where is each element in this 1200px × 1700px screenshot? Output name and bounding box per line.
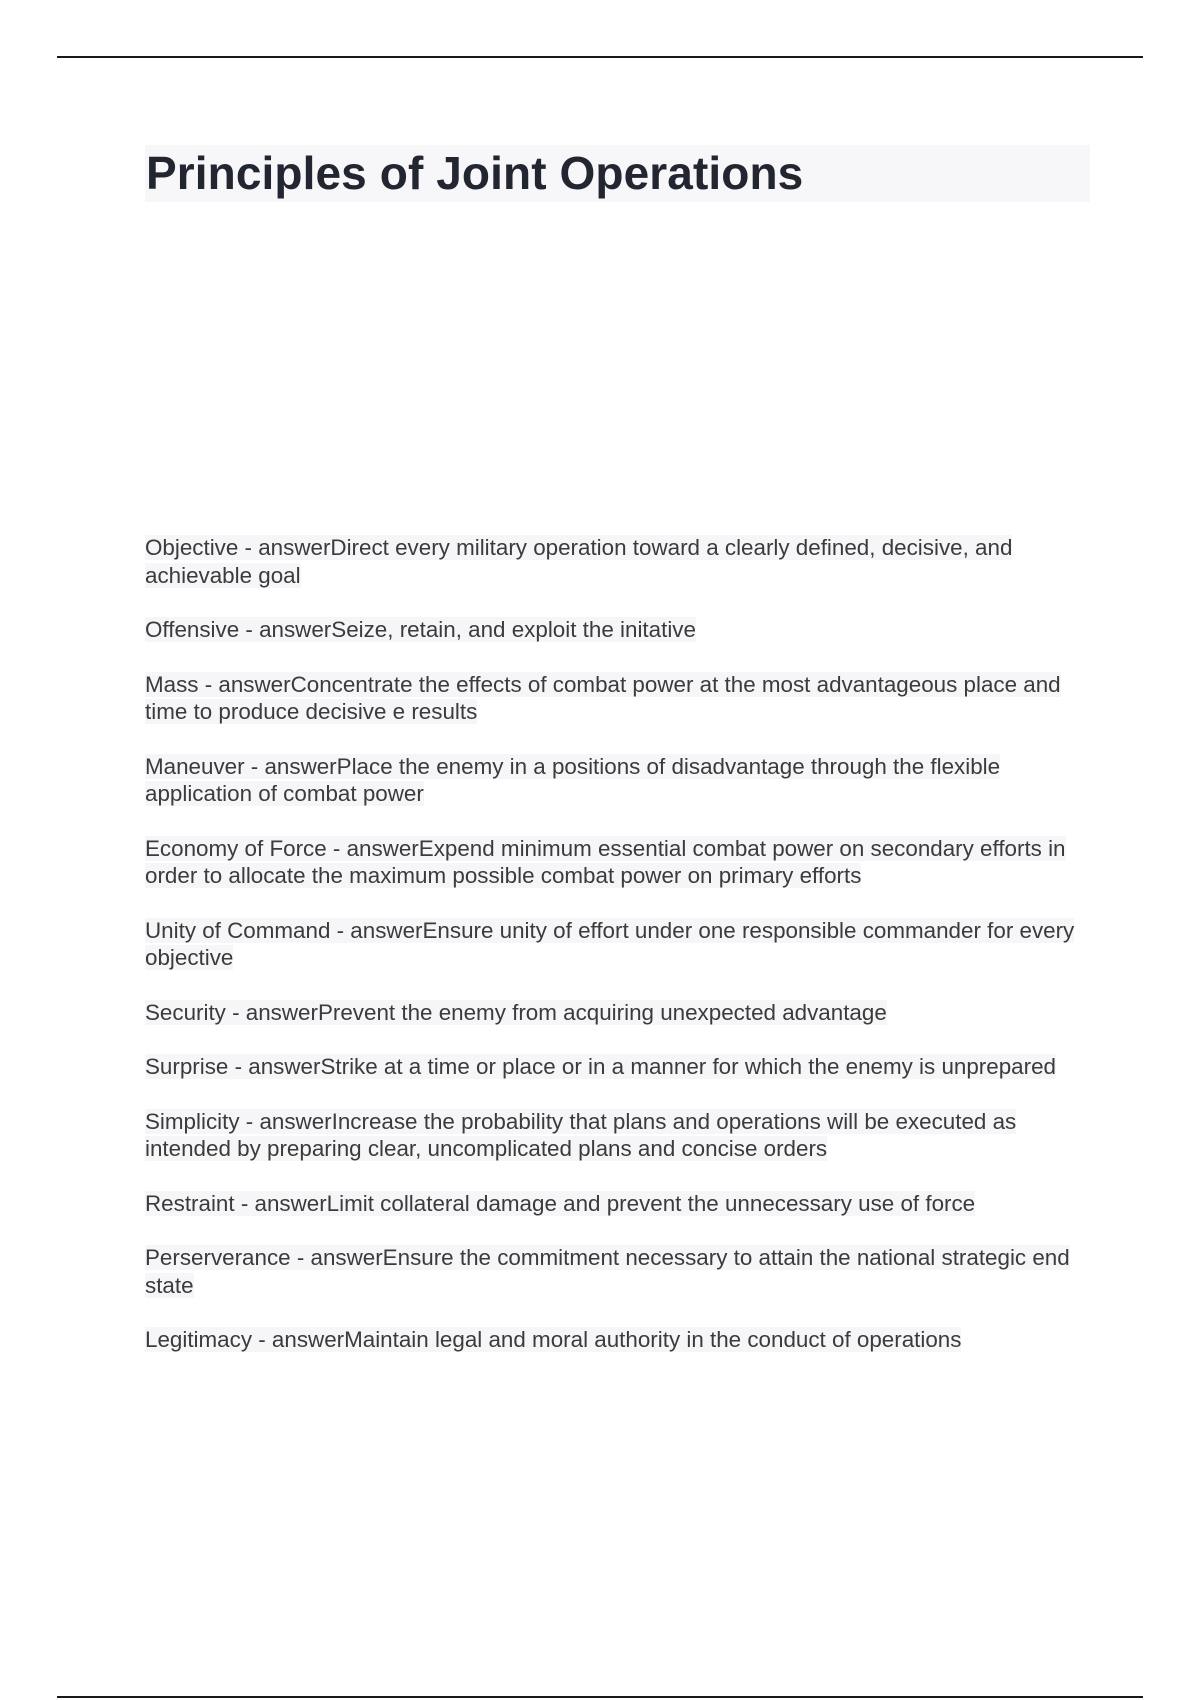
page-title: Principles of Joint Operations [146,147,804,199]
entry-text: Mass - answerConcentrate the effects of combat power at the most advantageous place and time to produce decisive e results [145,671,1061,724]
list-item [145,753,1090,808]
list-item [145,1190,1090,1218]
principles-list [145,534,1090,1381]
entry-text: Economy of Force - answerExpend minimum essential combat power on secondary efforts in order to allocate the maximum possible combat power on primary efforts [145,835,1066,888]
top-rule [57,56,1143,58]
bottom-rule [57,1696,1143,1698]
entry-text: Surprise - answerStrike at a time or place or in a manner for which the enemy is unprepared [145,1054,1056,1079]
list-item [145,1244,1090,1299]
list-item [145,917,1090,972]
list-item [145,999,1090,1027]
entry-text: Restraint - answerLimit collateral damage and prevent the unnecessary use of force [145,1190,976,1216]
entry-text: Offensive - answerSeize, retain, and exploit the initative [145,617,696,642]
list-item [145,1053,1090,1081]
entry-text: Simplicity - answerIncrease the probability that plans and operations will be executed as intended by preparing clear, uncomplicated plans and concise orders [145,1108,1017,1161]
entry-text: Perserverance - answerEnsure the commitment necessary to attain the national strategic end state [145,1245,1070,1298]
list-item [145,1108,1090,1163]
entry-text: Maneuver - answerPlace the enemy in a positions of disadvantage through the flexible application of combat power [145,753,1001,806]
list-item [145,835,1090,890]
list-item [145,534,1090,589]
list-item [145,1326,1090,1354]
entry-text: Objective - answerDirect every military operation toward a clearly defined, decisive, and achievable goal [145,535,1013,588]
list-item [145,671,1090,726]
list-item [145,616,1090,644]
entry-text: Security - answerPrevent the enemy from acquiring unexpected advantage [145,999,887,1025]
entry-text: Unity of Command - answerEnsure unity of effort under one responsible commander for every objective [145,917,1075,970]
entry-text: Legitimacy - answerMaintain legal and moral authority in the conduct of operations [145,1327,962,1352]
